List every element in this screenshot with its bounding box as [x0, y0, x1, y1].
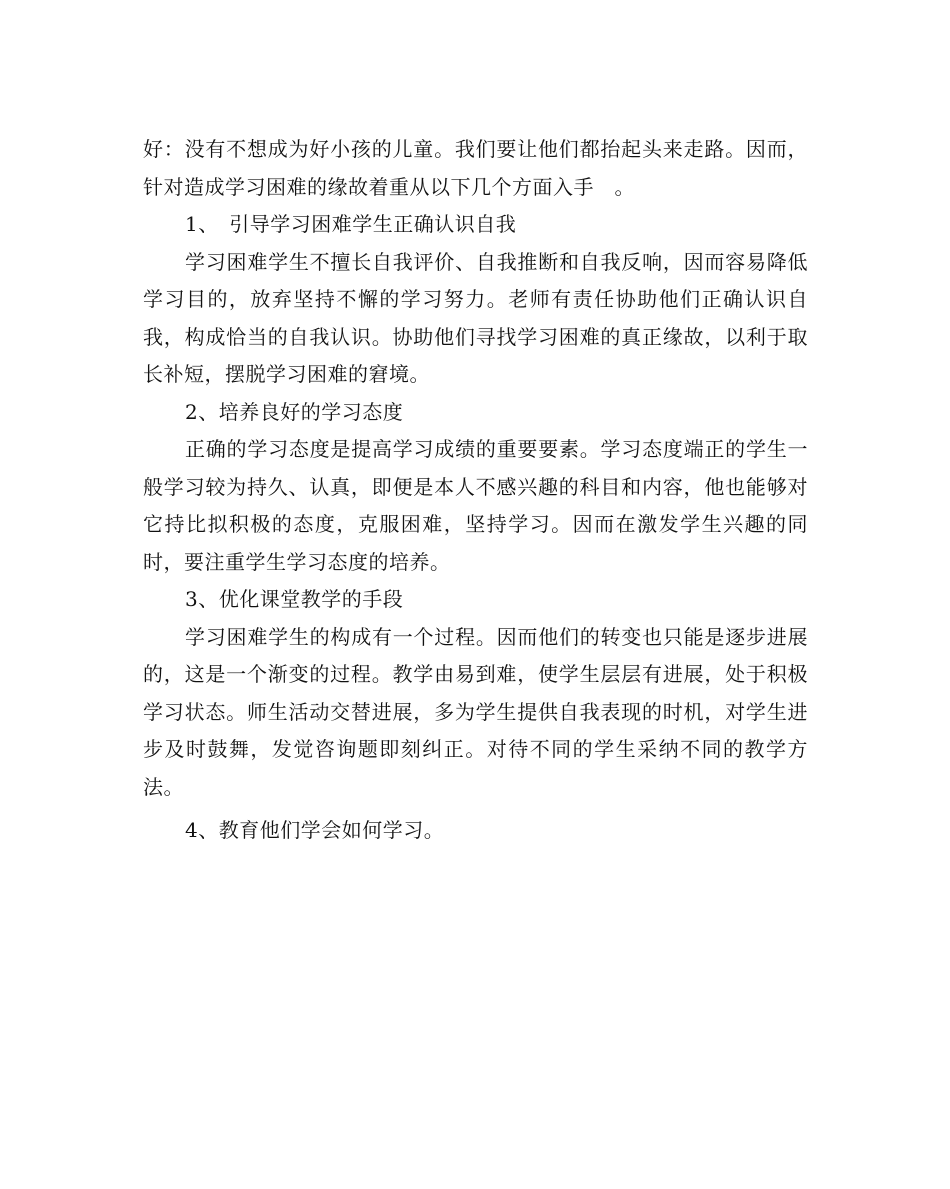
paragraph-classroom-teaching: 学习困难学生的构成有一个过程。因而他们的转变也只能是逐步进展的，这是一个渐变的过程。教学由易到难，使学生层层有进展，处于积极学习状态。师生活动交替进展，多为学生提供自我表现的时机，对学生进步及时鼓舞，发觉咨询题即刻纠正。对待不同的学生采纳不同的教学方法。 — [143, 624, 808, 799]
section-heading-4: 4、教育他们学会如何学习。 — [185, 818, 445, 842]
document-body — [143, 131, 808, 850]
section-heading-3: 3、优化课堂教学的手段 — [185, 587, 404, 611]
section-heading-2: 2、培养良好的学习态度 — [185, 399, 404, 424]
paragraph-self-awareness: 学习困难学生不擅长自我评价、自我推断和自我反响，因而容易降低学习目的，放弃坚持不懈的学习努力。老师有责任协助他们正确认识自我，构成恰当的自我认识。协助他们寻找学习困难的真正缘故，以利于取长补短，摆脱学习困难的窘境。 — [143, 249, 808, 386]
paragraph-learning-attitude: 正确的学习态度是提高学习成绩的重要要素。学习态度端正的学生一般学习较为持久、认真，即便是本人不感兴趣的科目和内容，他也能够对它持比拟积极的态度，克服困难，坚持学习。因而在激发学生兴趣的同时，要注重学生学习态度的培养。 — [143, 437, 808, 574]
section-heading-1: 1、 引导学习困难学生正确认识自我 — [185, 212, 517, 236]
paragraph-continuation: 好：没有不想成为好小孩的儿童。我们要让他们都抬起头来走路。因而，针对造成学习困难的缘故着重从以下几个方面入手 。 — [143, 137, 808, 199]
